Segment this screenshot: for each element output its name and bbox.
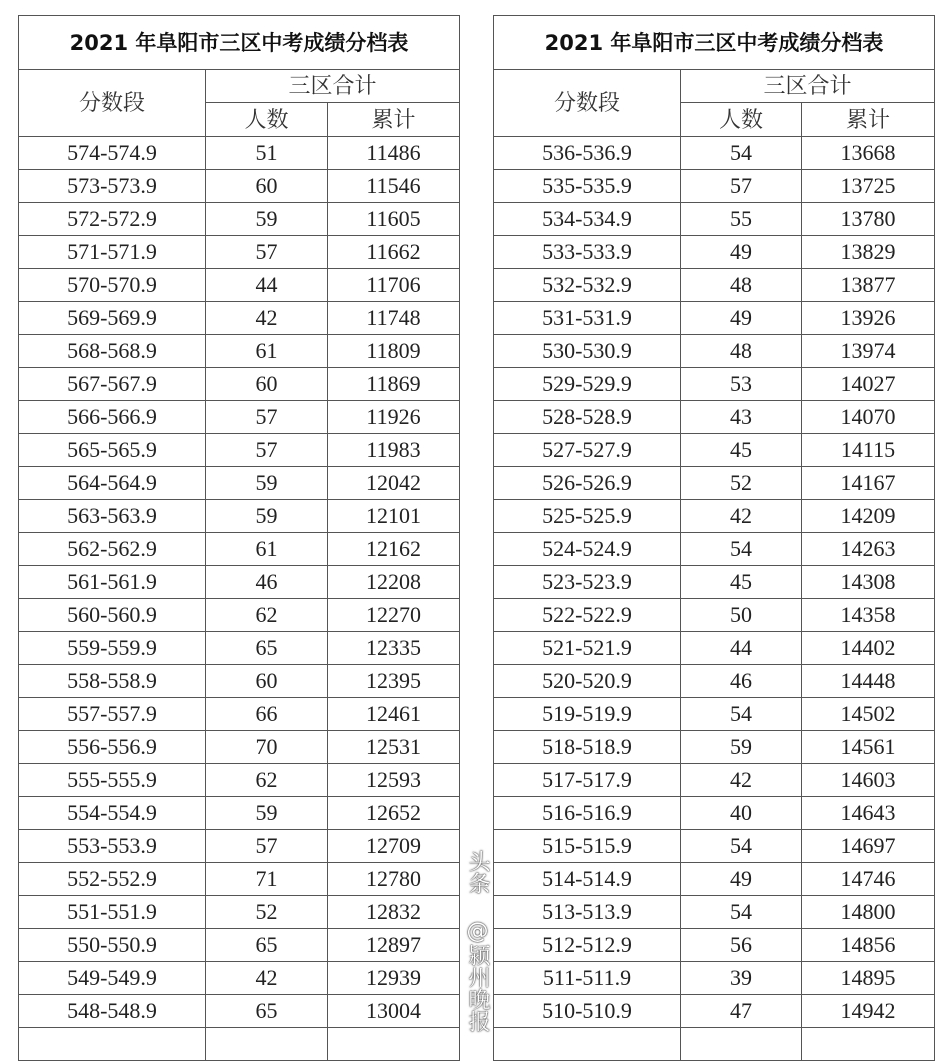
cell-score-range: 534-534.9 [494,203,681,236]
table-row [19,335,460,368]
header-count: 人数 [681,103,802,137]
cell-score-range: 524-524.9 [494,533,681,566]
table-row [19,797,460,830]
cell-cumulative: 11983 [328,434,460,467]
cell-cumulative: 12208 [328,566,460,599]
cell-cumulative: 11486 [328,137,460,170]
cell-score-range: 511-511.9 [494,962,681,995]
header-cumulative: 累计 [802,103,935,137]
header-count: 人数 [206,103,328,137]
cell-cumulative: 13668 [802,137,935,170]
cell-score-range: 566-566.9 [19,401,206,434]
cell-score-range: 551-551.9 [19,896,206,929]
cell-count: 42 [206,962,328,995]
cell-count: 53 [681,368,802,401]
cell-score-range: 516-516.9 [494,797,681,830]
cell-count: 62 [206,764,328,797]
cell-count: 57 [681,170,802,203]
cell-score-range: 522-522.9 [494,599,681,632]
cell-score-range: 514-514.9 [494,863,681,896]
cell-cumulative: 14643 [802,797,935,830]
table-row [494,269,935,302]
cell-score-range: 563-563.9 [19,500,206,533]
cell-score-range: 523-523.9 [494,566,681,599]
table-row [19,929,460,962]
cell-count: 56 [681,929,802,962]
cell-cumulative: 12897 [328,929,460,962]
cell-count: 42 [681,500,802,533]
cell-score-range: 525-525.9 [494,500,681,533]
cell-count: 65 [206,995,328,1028]
cell-cumulative: 12042 [328,467,460,500]
table-row [494,335,935,368]
cell-score-range: 520-520.9 [494,665,681,698]
cell-cumulative: 14167 [802,467,935,500]
cell-score-range: 527-527.9 [494,434,681,467]
cell-cumulative: 14942 [802,995,935,1028]
cell-count: 59 [681,731,802,764]
cell-cumulative: 14697 [802,830,935,863]
cell-count: 49 [681,863,802,896]
cell-cumulative: 12461 [328,698,460,731]
cell-cumulative: 11809 [328,335,460,368]
cell-count: 54 [681,533,802,566]
cell-count: 65 [206,632,328,665]
table-row [494,302,935,335]
cell-count: 52 [681,467,802,500]
cell-count: 61 [206,335,328,368]
cell-cumulative: 14502 [802,698,935,731]
cell-empty [802,1028,935,1061]
cell-cumulative: 13974 [802,335,935,368]
cell-cumulative: 12335 [328,632,460,665]
cell-cumulative: 12939 [328,962,460,995]
cell-empty [681,1028,802,1061]
cell-score-range: 553-553.9 [19,830,206,863]
cell-score-range: 518-518.9 [494,731,681,764]
table-row [19,500,460,533]
cell-count: 60 [206,368,328,401]
table-row [494,896,935,929]
cell-score-range: 573-573.9 [19,170,206,203]
cell-cumulative: 12101 [328,500,460,533]
cell-count: 49 [681,302,802,335]
cell-count: 44 [206,269,328,302]
cell-count: 48 [681,335,802,368]
cell-cumulative: 11546 [328,170,460,203]
cell-count: 39 [681,962,802,995]
cell-empty [494,1028,681,1061]
table-row [494,170,935,203]
table-row [494,566,935,599]
cell-count: 47 [681,995,802,1028]
cell-cumulative: 14603 [802,764,935,797]
table-title: 2021 年阜阳市三区中考成绩分档表 [19,16,460,70]
cell-cumulative: 12709 [328,830,460,863]
cell-score-range: 556-556.9 [19,731,206,764]
cell-cumulative: 13877 [802,269,935,302]
cell-score-range: 550-550.9 [19,929,206,962]
cell-count: 57 [206,830,328,863]
cell-count: 46 [681,665,802,698]
cell-empty [206,1028,328,1061]
cell-count: 61 [206,533,328,566]
cell-cumulative: 14402 [802,632,935,665]
cell-count: 54 [681,137,802,170]
table-row [494,731,935,764]
cell-count: 54 [681,698,802,731]
table-row [19,170,460,203]
table-row [494,698,935,731]
cell-score-range: 565-565.9 [19,434,206,467]
cell-score-range: 548-548.9 [19,995,206,1028]
cell-empty [19,1028,206,1061]
cell-cumulative: 11748 [328,302,460,335]
cell-score-range: 510-510.9 [494,995,681,1028]
table-row [494,797,935,830]
cell-cumulative: 11662 [328,236,460,269]
cell-score-range: 561-561.9 [19,566,206,599]
table-row [19,203,460,236]
table-row [19,698,460,731]
table-row [19,269,460,302]
cell-score-range: 572-572.9 [19,203,206,236]
table-row [494,929,935,962]
header-group: 三区合计 [206,70,460,103]
cell-count: 45 [681,434,802,467]
table-row [494,368,935,401]
table-row [494,401,935,434]
cell-cumulative: 13926 [802,302,935,335]
cell-score-range: 519-519.9 [494,698,681,731]
cell-score-range: 574-574.9 [19,137,206,170]
cell-cumulative: 13829 [802,236,935,269]
cell-cumulative: 12162 [328,533,460,566]
cell-score-range: 555-555.9 [19,764,206,797]
cell-count: 57 [206,434,328,467]
cell-cumulative: 11706 [328,269,460,302]
header-cumulative: 累计 [328,103,460,137]
header-score-range: 分数段 [494,70,681,137]
table-row [19,566,460,599]
cell-count: 43 [681,401,802,434]
table-row [494,665,935,698]
cell-score-range: 552-552.9 [19,863,206,896]
cell-score-range: 512-512.9 [494,929,681,962]
table-row [19,632,460,665]
table-row [19,434,460,467]
table-row [19,731,460,764]
cell-count: 62 [206,599,328,632]
table-row [494,203,935,236]
table-row [494,830,935,863]
table-row [494,995,935,1028]
cell-score-range: 530-530.9 [494,335,681,368]
cell-score-range: 532-532.9 [494,269,681,302]
cell-count: 55 [681,203,802,236]
cell-cumulative: 14358 [802,599,935,632]
cell-cumulative: 14263 [802,533,935,566]
table-row [19,962,460,995]
score-table-left [18,15,460,1061]
cell-cumulative: 12832 [328,896,460,929]
cell-cumulative: 14308 [802,566,935,599]
table-row [19,599,460,632]
cell-score-range: 549-549.9 [19,962,206,995]
cell-score-range: 562-562.9 [19,533,206,566]
cell-cumulative: 11926 [328,401,460,434]
cell-count: 57 [206,236,328,269]
watermark: 头条 @颍州晚报 [465,850,490,1032]
cell-cumulative: 11869 [328,368,460,401]
cell-score-range: 570-570.9 [19,269,206,302]
cell-score-range: 554-554.9 [19,797,206,830]
table-row [19,236,460,269]
cell-score-range: 568-568.9 [19,335,206,368]
cell-score-range: 528-528.9 [494,401,681,434]
cell-count: 60 [206,170,328,203]
cell-count: 40 [681,797,802,830]
table-row [19,665,460,698]
table-row [494,533,935,566]
cell-cumulative: 12395 [328,665,460,698]
table-row [494,599,935,632]
cell-count: 51 [206,137,328,170]
cell-cumulative: 13004 [328,995,460,1028]
cell-score-range: 558-558.9 [19,665,206,698]
cell-count: 52 [206,896,328,929]
table-row [19,401,460,434]
table-row [494,632,935,665]
cell-score-range: 521-521.9 [494,632,681,665]
table-row [19,764,460,797]
cell-score-range: 515-515.9 [494,830,681,863]
cell-count: 60 [206,665,328,698]
cell-cumulative: 14209 [802,500,935,533]
table-row [19,896,460,929]
table-row [494,764,935,797]
cell-count: 57 [206,401,328,434]
cell-score-range: 526-526.9 [494,467,681,500]
cell-score-range: 529-529.9 [494,368,681,401]
cell-cumulative: 14561 [802,731,935,764]
cell-cumulative: 14115 [802,434,935,467]
cell-count: 59 [206,500,328,533]
cell-count: 50 [681,599,802,632]
header-group: 三区合计 [681,70,935,103]
table-row [19,995,460,1028]
cell-cumulative: 14027 [802,368,935,401]
table-row [494,863,935,896]
cell-cumulative: 14895 [802,962,935,995]
table-title: 2021 年阜阳市三区中考成绩分档表 [494,16,935,70]
cell-count: 48 [681,269,802,302]
cell-score-range: 517-517.9 [494,764,681,797]
table-row-partial [494,1028,935,1061]
cell-score-range: 571-571.9 [19,236,206,269]
cell-cumulative: 12780 [328,863,460,896]
cell-cumulative: 14800 [802,896,935,929]
cell-count: 65 [206,929,328,962]
table-row [494,467,935,500]
table-row-partial [19,1028,460,1061]
cell-score-range: 567-567.9 [19,368,206,401]
table-row [19,863,460,896]
cell-cumulative: 12652 [328,797,460,830]
cell-count: 66 [206,698,328,731]
table-row [19,368,460,401]
cell-cumulative: 14448 [802,665,935,698]
cell-count: 59 [206,203,328,236]
table-row [494,434,935,467]
cell-count: 49 [681,236,802,269]
cell-count: 59 [206,797,328,830]
header-score-range: 分数段 [19,70,206,137]
cell-count: 59 [206,467,328,500]
cell-score-range: 569-569.9 [19,302,206,335]
score-table-right [493,15,935,1061]
cell-count: 71 [206,863,328,896]
table-row [494,962,935,995]
cell-cumulative: 13780 [802,203,935,236]
table-row [494,500,935,533]
cell-count: 54 [681,830,802,863]
cell-count: 44 [681,632,802,665]
cell-score-range: 564-564.9 [19,467,206,500]
table-row [494,236,935,269]
table-row [494,137,935,170]
cell-score-range: 531-531.9 [494,302,681,335]
cell-score-range: 535-535.9 [494,170,681,203]
table-row [19,137,460,170]
cell-score-range: 536-536.9 [494,137,681,170]
cell-score-range: 560-560.9 [19,599,206,632]
cell-cumulative: 12531 [328,731,460,764]
cell-empty [328,1028,460,1061]
cell-score-range: 557-557.9 [19,698,206,731]
cell-count: 54 [681,896,802,929]
cell-cumulative: 14746 [802,863,935,896]
cell-count: 46 [206,566,328,599]
cell-count: 45 [681,566,802,599]
cell-score-range: 559-559.9 [19,632,206,665]
table-row [19,533,460,566]
table-row [19,830,460,863]
cell-cumulative: 12593 [328,764,460,797]
cell-cumulative: 14070 [802,401,935,434]
cell-cumulative: 13725 [802,170,935,203]
table-row [19,467,460,500]
cell-score-range: 513-513.9 [494,896,681,929]
cell-cumulative: 12270 [328,599,460,632]
cell-count: 42 [206,302,328,335]
cell-score-range: 533-533.9 [494,236,681,269]
table-row [19,302,460,335]
cell-cumulative: 14856 [802,929,935,962]
cell-count: 70 [206,731,328,764]
cell-count: 42 [681,764,802,797]
cell-cumulative: 11605 [328,203,460,236]
